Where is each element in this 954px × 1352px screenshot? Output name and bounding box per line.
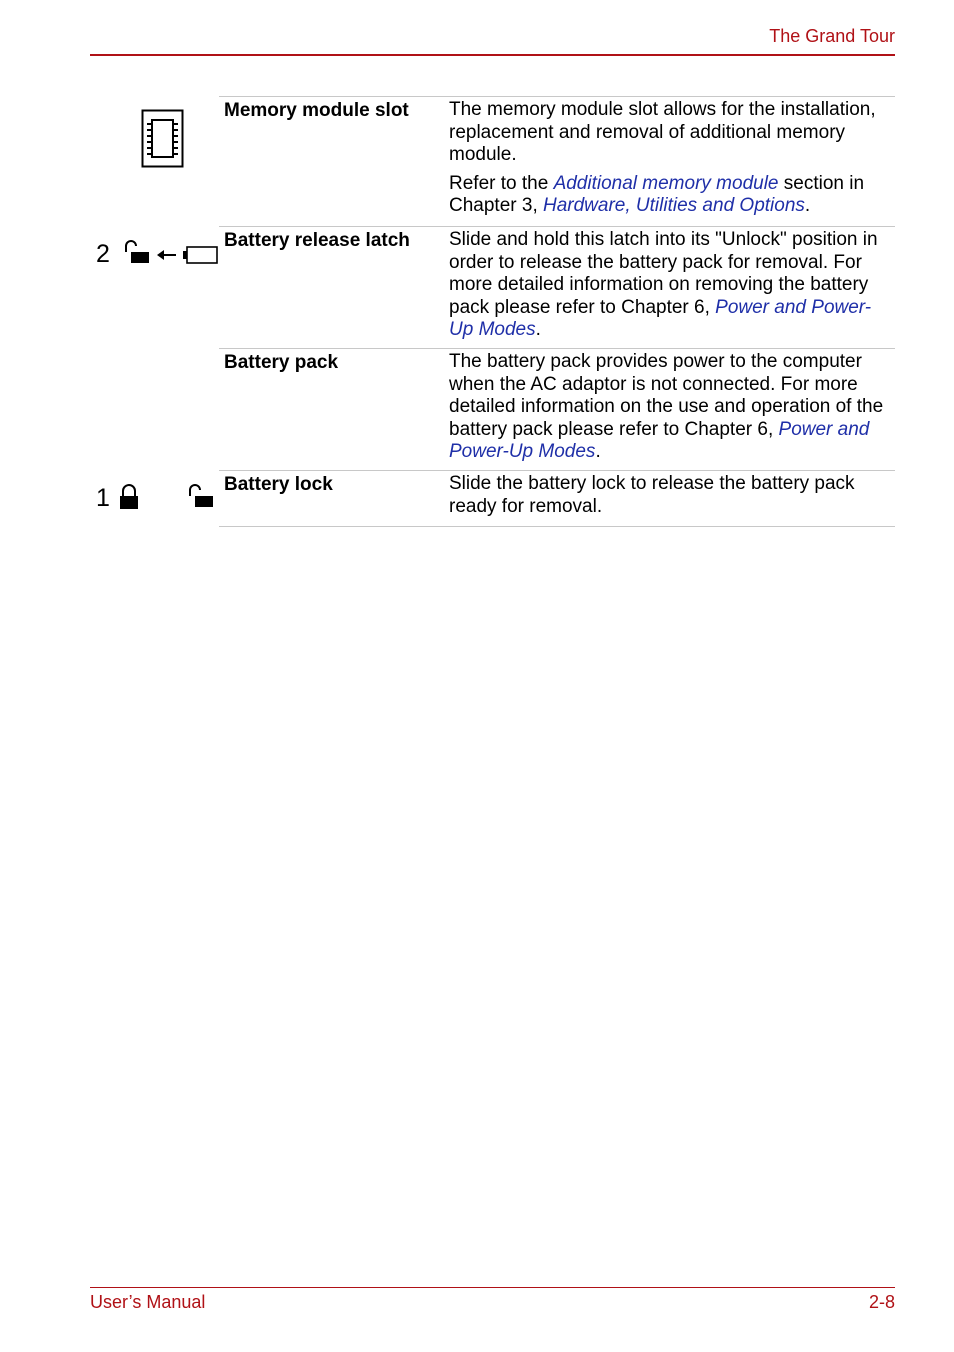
arrow-left-icon [157, 249, 177, 261]
lock-icon [118, 484, 140, 510]
lock-number-label: 1 [96, 484, 110, 512]
term-battery-lock: Battery lock [224, 474, 333, 495]
page-number: 2-8 [868, 1292, 895, 1312]
description-paragraph [449, 173, 894, 218]
description-memory-module-slot [449, 99, 894, 218]
term-memory-module-slot: Memory module slot [224, 100, 409, 121]
battery-icon [183, 246, 218, 264]
memory-chip-icon [141, 109, 184, 168]
footer-manual-title: User’s Manual [90, 1292, 206, 1312]
link-power-and-power-up-modes[interactable]: Power and Power-Up Modes [449, 296, 872, 341]
description-battery-release-latch [449, 229, 894, 342]
text: section in Chapter 3, [449, 172, 865, 217]
unlock-icon [186, 484, 214, 508]
description-battery-pack [449, 351, 894, 464]
description-paragraph [449, 229, 894, 342]
link-hardware-utilities-options[interactable]: Hardware, Utilities and Options [543, 195, 805, 217]
term-battery-pack: Battery pack [224, 352, 339, 373]
table-row-battery-lock [219, 470, 895, 527]
table-row-battery-pack [219, 348, 895, 471]
text: . [804, 195, 811, 217]
description-battery-lock [449, 473, 894, 518]
text: The battery pack provides power to the computer when the AC adaptor is not connected. For more detailed information on the use and operation of the battery pack please refer to Chapter 6, [449, 351, 884, 440]
header-divider [90, 54, 895, 56]
term-battery-release-latch: Battery release latch [224, 230, 410, 251]
latch-number-label: 2 [96, 240, 110, 268]
text: . [595, 441, 601, 463]
text: . [535, 319, 541, 341]
description-paragraph: The memory module slot allows for the installation, replacement and removal of additional memory module. [449, 99, 876, 166]
description-paragraph [449, 351, 894, 464]
table-row-battery-release-latch [219, 226, 895, 349]
description-paragraph: Slide the battery lock to release the battery pack ready for removal. [449, 473, 855, 517]
text: Refer to the [449, 172, 554, 194]
footer-divider [90, 1287, 895, 1288]
table-row-memory-module-slot [219, 96, 895, 226]
link-power-and-power-up-modes[interactable]: Power and Power-Up Modes [449, 418, 870, 463]
text: Slide and hold this latch into its "Unlock" position in order to release the battery pack for removal. For more detailed information on removing the battery pack please refer to Chapter 6, [449, 229, 878, 318]
unlock-icon [122, 240, 150, 264]
running-header-title: The Grand Tour [769, 26, 895, 46]
link-additional-memory-module[interactable]: Additional memory module [553, 172, 779, 194]
